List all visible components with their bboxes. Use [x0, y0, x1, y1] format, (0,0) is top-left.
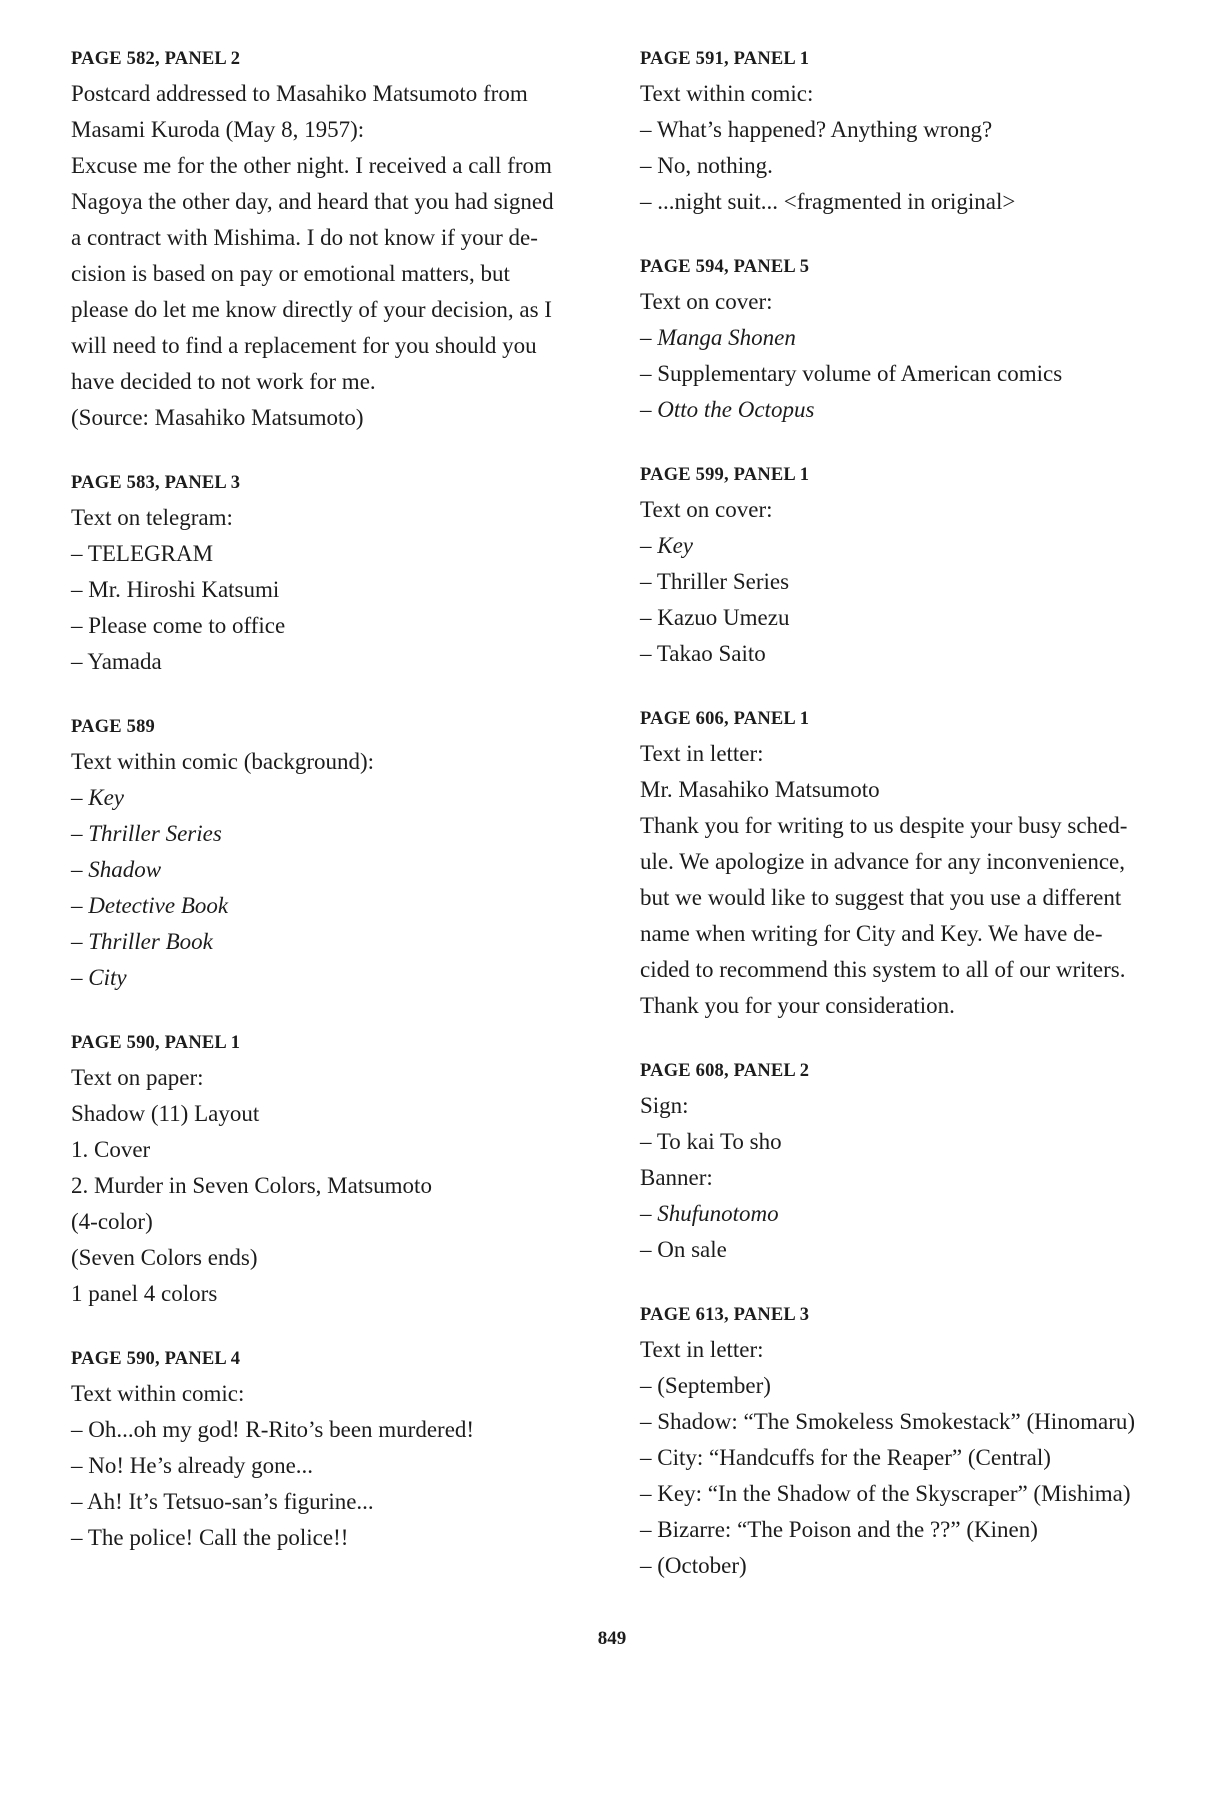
text-line: Thank you for writing to us despite your busy sched- — [640, 813, 1128, 838]
text-line: – ...night suit... <fragmented in original> — [640, 189, 1016, 214]
section-heading: PAGE 608, PANEL 2 — [640, 1061, 810, 1081]
text-line: – Key — [71, 785, 125, 810]
text-line: have decided to not work for me. — [71, 369, 376, 394]
text-line: but we would like to suggest that you use a different — [640, 885, 1122, 910]
note-section — [71, 714, 601, 996]
text-line: – Key — [640, 533, 694, 558]
section-heading: PAGE 590, PANEL 1 — [71, 1033, 241, 1053]
page-number: 849 — [597, 1628, 627, 1649]
note-section — [640, 254, 1180, 428]
text-line: – The police! Call the police!! — [71, 1525, 349, 1550]
section-heading: PAGE 599, PANEL 1 — [640, 465, 810, 485]
text-line: – Otto the Octopus — [640, 397, 815, 422]
text-line: – What’s happened? Anything wrong? — [640, 117, 993, 142]
text-line: – Supplementary volume of American comics — [640, 361, 1063, 386]
text-line: (Source: Masahiko Matsumoto) — [71, 405, 364, 430]
text-line: – City: “Handcuffs for the Reaper” (Central) — [640, 1445, 1051, 1470]
text-line: – Shadow: “The Smokeless Smokestack” (Hinomaru) — [640, 1409, 1136, 1434]
note-section — [71, 1346, 601, 1556]
text-line: – On sale — [640, 1237, 727, 1262]
text-line: Thank you for your consideration. — [640, 993, 955, 1018]
text-line: cided to recommend this system to all of our writers. — [640, 957, 1126, 982]
section-heading: PAGE 591, PANEL 1 — [640, 49, 810, 69]
text-line: Text in letter: — [640, 741, 764, 766]
text-line: Text on cover: — [640, 289, 773, 314]
text-line: (Seven Colors ends) — [71, 1245, 258, 1270]
section-heading: PAGE 594, PANEL 5 — [640, 257, 810, 277]
text-line: Sign: — [640, 1093, 689, 1118]
text-line: – Detective Book — [71, 893, 229, 918]
text-line: – Thriller Series — [71, 821, 222, 846]
text-line: Text within comic: — [640, 81, 814, 106]
text-line: – Thriller Book — [71, 929, 213, 954]
text-line: – Oh...oh my god! R-Rito’s been murdered! — [71, 1417, 475, 1442]
text-line: – City — [71, 965, 127, 990]
text-line: Text on cover: — [640, 497, 773, 522]
text-line: 1. Cover — [71, 1137, 151, 1162]
text-line: 2. Murder in Seven Colors, Matsumoto — [71, 1173, 432, 1198]
text-line: cision is based on pay or emotional matters, but — [71, 261, 510, 286]
text-line: please do let me know directly of your decision, as I — [71, 297, 552, 322]
text-line: Text in letter: — [640, 1337, 764, 1362]
text-line: Text within comic: — [71, 1381, 245, 1406]
text-line: – Key: “In the Shadow of the Skyscraper” (Mishima) — [640, 1481, 1131, 1506]
text-line: – No, nothing. — [640, 153, 773, 178]
text-line: – Please come to office — [71, 613, 286, 638]
text-line: Text on telegram: — [71, 505, 233, 530]
text-line: Excuse me for the other night. I received a call from — [71, 153, 552, 178]
text-line: a contract with Mishima. I do not know if your de- — [71, 225, 538, 250]
text-line: – No! He’s already gone... — [71, 1453, 314, 1478]
note-section — [640, 1058, 1180, 1268]
text-line: – TELEGRAM — [71, 541, 214, 566]
text-line: – Bizarre: “The Poison and the ??” (Kinen) — [640, 1517, 1038, 1542]
text-line: – Kazuo Umezu — [640, 605, 790, 630]
text-line: – Yamada — [71, 649, 162, 674]
text-line: Mr. Masahiko Matsumoto — [640, 777, 880, 802]
text-line: – Shadow — [71, 857, 162, 882]
text-line: (4-color) — [71, 1209, 153, 1234]
text-line: Shadow (11) Layout — [71, 1101, 260, 1126]
note-section — [640, 462, 1180, 672]
section-heading: PAGE 589 — [71, 717, 155, 737]
text-line: – Thriller Series — [640, 569, 790, 594]
section-heading: PAGE 582, PANEL 2 — [71, 49, 241, 69]
text-line: – (September) — [640, 1373, 771, 1398]
text-line: ule. We apologize in advance for any inconvenience, — [640, 849, 1125, 874]
text-line: – To kai To sho — [640, 1129, 782, 1154]
text-line: name when writing for City and Key. We have de- — [640, 921, 1103, 946]
section-heading: PAGE 590, PANEL 4 — [71, 1349, 241, 1369]
text-line: will need to find a replacement for you should you — [71, 333, 537, 358]
note-section — [71, 1030, 601, 1312]
text-line: Nagoya the other day, and heard that you had signed — [71, 189, 554, 214]
left-column — [71, 46, 601, 1590]
section-heading: PAGE 613, PANEL 3 — [640, 1305, 810, 1325]
note-section — [640, 706, 1180, 1024]
text-line: 1 panel 4 colors — [71, 1281, 218, 1306]
text-line: Text on paper: — [71, 1065, 204, 1090]
note-section — [71, 46, 601, 436]
right-column — [640, 46, 1180, 1618]
text-line: – Takao Saito — [640, 641, 766, 666]
note-section — [640, 46, 1180, 220]
text-line: Masami Kuroda (May 8, 1957): — [71, 117, 365, 142]
section-heading: PAGE 606, PANEL 1 — [640, 709, 810, 729]
text-line: – (October) — [640, 1553, 747, 1578]
text-line: – Shufunotomo — [640, 1201, 779, 1226]
note-section — [640, 1302, 1180, 1584]
text-line: – Manga Shonen — [640, 325, 796, 350]
text-line: Postcard addressed to Masahiko Matsumoto from — [71, 81, 528, 106]
text-line: Banner: — [640, 1165, 713, 1190]
note-section — [71, 470, 601, 680]
section-heading: PAGE 583, PANEL 3 — [71, 473, 241, 493]
text-line: Text within comic (background): — [71, 749, 375, 774]
text-line: – Mr. Hiroshi Katsumi — [71, 577, 280, 602]
text-line: – Ah! It’s Tetsuo-san’s figurine... — [71, 1489, 374, 1514]
